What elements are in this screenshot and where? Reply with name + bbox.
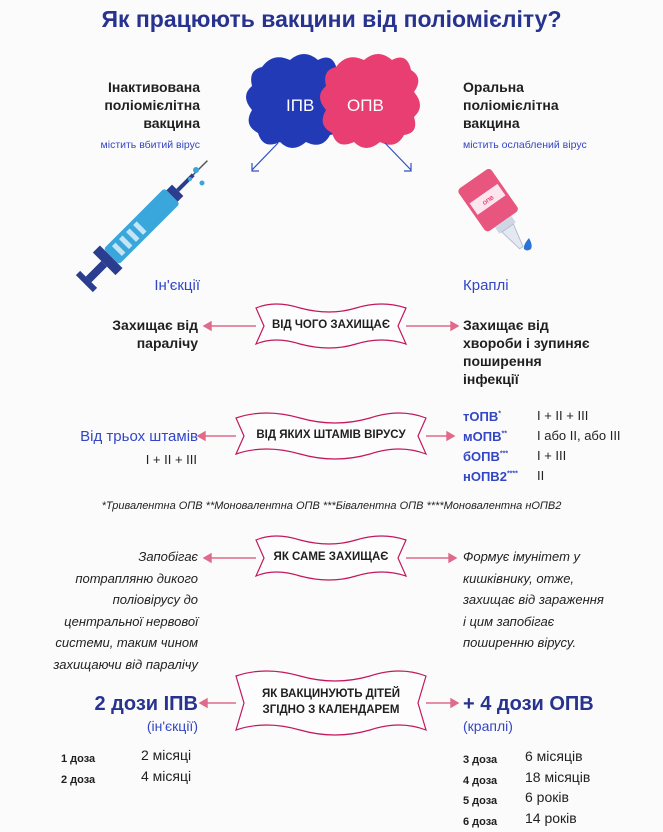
ipv-how-line: центральної нервової — [0, 611, 198, 633]
dose-number: 3 доза — [463, 754, 497, 766]
opv-strain-value: II — [537, 468, 544, 483]
banner-schedule-line: ЗГІДНО З КАЛЕНДАРЕМ — [236, 702, 426, 718]
opv-strain-code: тОПВ* — [463, 409, 501, 424]
dropper-icon — [457, 167, 538, 259]
opv-protects-line: поширення — [463, 352, 643, 370]
opv-strain-row — [463, 448, 653, 468]
opv-name — [463, 78, 633, 132]
page-title: Як працюють вакцини від поліомієліту? — [0, 6, 663, 33]
banner-which-strains: ВІД ЯКИХ ШТАМІВ ВІРУСУ — [236, 429, 426, 441]
opv-strain-code: бОПВ*** — [463, 449, 508, 464]
banner-how-exactly: ЯК САМЕ ЗАХИЩАЄ — [256, 551, 406, 563]
ipv-schedule — [61, 749, 221, 791]
opv-how-line: кишківнику, отже, — [463, 568, 658, 590]
banner-schedule-line: ЯК ВАКЦИНУЮТЬ ДІТЕЙ — [236, 686, 426, 702]
opv-badge: ОПВ — [347, 96, 384, 116]
opv-how-line: Формує імунітет у — [463, 546, 658, 568]
dose-number: 4 доза — [463, 775, 497, 787]
banner-from-what: ВІД ЧОГО ЗАХИЩАЄ — [256, 319, 406, 331]
footnote: *Тривалентна ОПВ **Моновалентна ОПВ ***Бівалентна ОПВ ****Моновалентна нОПВ2 — [0, 500, 663, 512]
ipv-protects-line: паралічу — [28, 334, 198, 352]
opv-strain-value: I + III — [537, 448, 566, 463]
dose-number: 1 доза — [61, 753, 95, 765]
opv-how-line: і цим запобігає — [463, 611, 658, 633]
opv-strain-value: I + II + III — [537, 408, 588, 423]
opv-how — [463, 546, 658, 654]
opv-protects — [463, 316, 643, 388]
ipv-strain-list: I + II + III — [77, 452, 197, 467]
ipv-name-line: Інактивована — [30, 78, 200, 96]
opv-doses-title: + 4 дози ОПВ — [463, 693, 658, 716]
dose-age: 4 місяці — [141, 768, 191, 784]
ipv-protects — [28, 316, 198, 352]
opv-strain-row — [463, 428, 653, 448]
connector-arrows — [198, 322, 458, 707]
schedule-row — [463, 771, 643, 792]
opv-protects-line: хвороби і зупиняє — [463, 334, 643, 352]
dose-age: 14 років — [525, 810, 577, 826]
dropper-label: ОПВ — [482, 195, 495, 207]
ipv-doses-sub: (ін'єкції) — [48, 718, 198, 734]
schedule-row — [463, 750, 643, 771]
dose-age: 2 місяці — [141, 747, 191, 763]
opv-how-line: поширенню вірусу. — [463, 632, 658, 654]
ipv-how-line: системи, таким чином — [0, 632, 198, 654]
dose-number: 6 доза — [463, 816, 497, 828]
opv-strain-table — [463, 408, 653, 488]
opv-strain-code: нОПВ2**** — [463, 469, 518, 484]
ipv-name-line: поліомієлітна — [30, 96, 200, 114]
banner-shapes — [236, 304, 426, 735]
opv-strain-row — [463, 468, 653, 488]
schedule-row — [463, 791, 643, 812]
ipv-strains: Від трьох штамів — [18, 428, 198, 445]
dose-age: 6 місяців — [525, 748, 583, 764]
ipv-name — [30, 78, 200, 132]
opv-strain-row — [463, 408, 653, 428]
opv-name-line: поліомієлітна — [463, 96, 633, 114]
opv-how-line: захищає від зараження — [463, 589, 658, 611]
opv-strain-code: мОПВ** — [463, 429, 507, 444]
dose-age: 18 місяців — [525, 769, 590, 785]
opv-name-line: Оральна — [463, 78, 633, 96]
opv-protects-line: Захищає від — [463, 316, 643, 334]
opv-protects-line: інфекції — [463, 370, 643, 388]
opv-name-line: вакцина — [463, 114, 633, 132]
ipv-badge: ІПВ — [286, 96, 314, 116]
dose-age: 6 років — [525, 789, 569, 805]
ipv-how — [0, 546, 198, 675]
banner-schedule — [236, 686, 426, 718]
schedule-row — [61, 770, 221, 791]
opv-doses-sub: (краплі) — [463, 718, 613, 734]
ipv-protects-line: Захищає від — [28, 316, 198, 334]
ipv-doses-title: 2 дози ІПВ — [8, 693, 198, 716]
ipv-method: Ін'єкції — [50, 277, 200, 294]
opv-method: Краплі — [463, 277, 613, 294]
blob-arrows — [252, 143, 411, 171]
ipv-note: містить вбитий вірус — [10, 139, 200, 151]
ipv-name-line: вакцина — [30, 114, 200, 132]
ipv-how-line: захищаючи від паралічу — [0, 654, 198, 676]
opv-schedule — [463, 750, 643, 832]
dose-number: 2 доза — [61, 774, 95, 786]
dose-number: 5 доза — [463, 795, 497, 807]
opv-strain-value: I або II, або III — [537, 428, 621, 443]
opv-note: містить ослаблений вірус — [463, 139, 653, 151]
ipv-how-line: поліовірусу до — [0, 589, 198, 611]
schedule-row — [61, 749, 221, 770]
ipv-how-line: Запобігає — [0, 546, 198, 568]
ipv-how-line: потрапляню дикого — [0, 568, 198, 590]
